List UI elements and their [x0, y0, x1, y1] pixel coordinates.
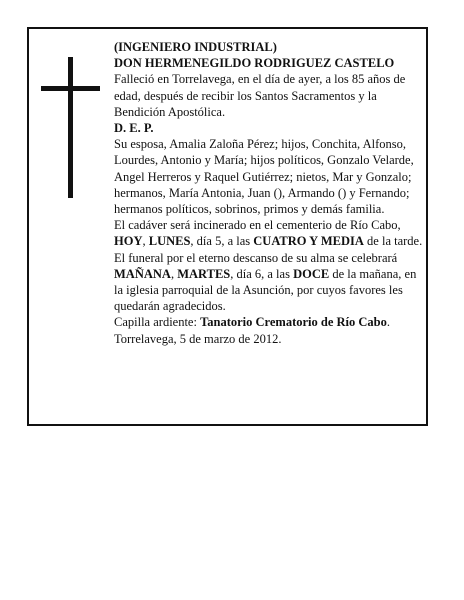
- dateline: Torrelavega, 5 de marzo de 2012.: [114, 331, 282, 346]
- cremation-paragraph: El cadáver será incinerado en el cementerio de Río Cabo, HOY, LUNES, día 5, a las CUATRO Y MEDIA de la tarde.: [114, 218, 423, 249]
- dep-line: D. E. P.: [114, 121, 154, 136]
- obituary-text: [114, 39, 426, 347]
- family-list: Su esposa, Amalia Zaloña Pérez; hijos, Conchita, Alfonso, Lourdes, Antonio y María; hijos políticos, Gonzalo Velarde, Angel Herreros y Raquel Gutiérrez; nietos, Mar y Gonzalo; hermanos, María Antonia, Juan (), Armando () y Fernando; hermanos políticos, sobrinos, primos y demás familia.: [114, 137, 414, 217]
- profession: (INGENIERO INDUSTRIAL): [114, 40, 277, 54]
- cross-icon: [68, 57, 73, 198]
- cross-icon-bar: [41, 86, 100, 91]
- death-statement: Falleció en Torrelavega, en el día de ayer, a los 85 años de edad, después de recibir los Santos Sacramentos y la Bendición Apostólica.: [114, 72, 406, 119]
- chapel-line: Capilla ardiente: Tanatorio Crematorio de Río Cabo.: [114, 315, 391, 330]
- funeral-paragraph: El funeral por el eterno descanso de su alma se celebrará MAÑANA, MARTES, día 6, a las DOCE de la mañana, en la iglesia parroquial de la Asunción, por cuyos favores les quedarán agradecidos.: [114, 250, 417, 314]
- deceased-name: DON HERMENEGILDO RODRIGUEZ CASTELO: [114, 56, 395, 71]
- obituary-notice: [27, 27, 428, 426]
